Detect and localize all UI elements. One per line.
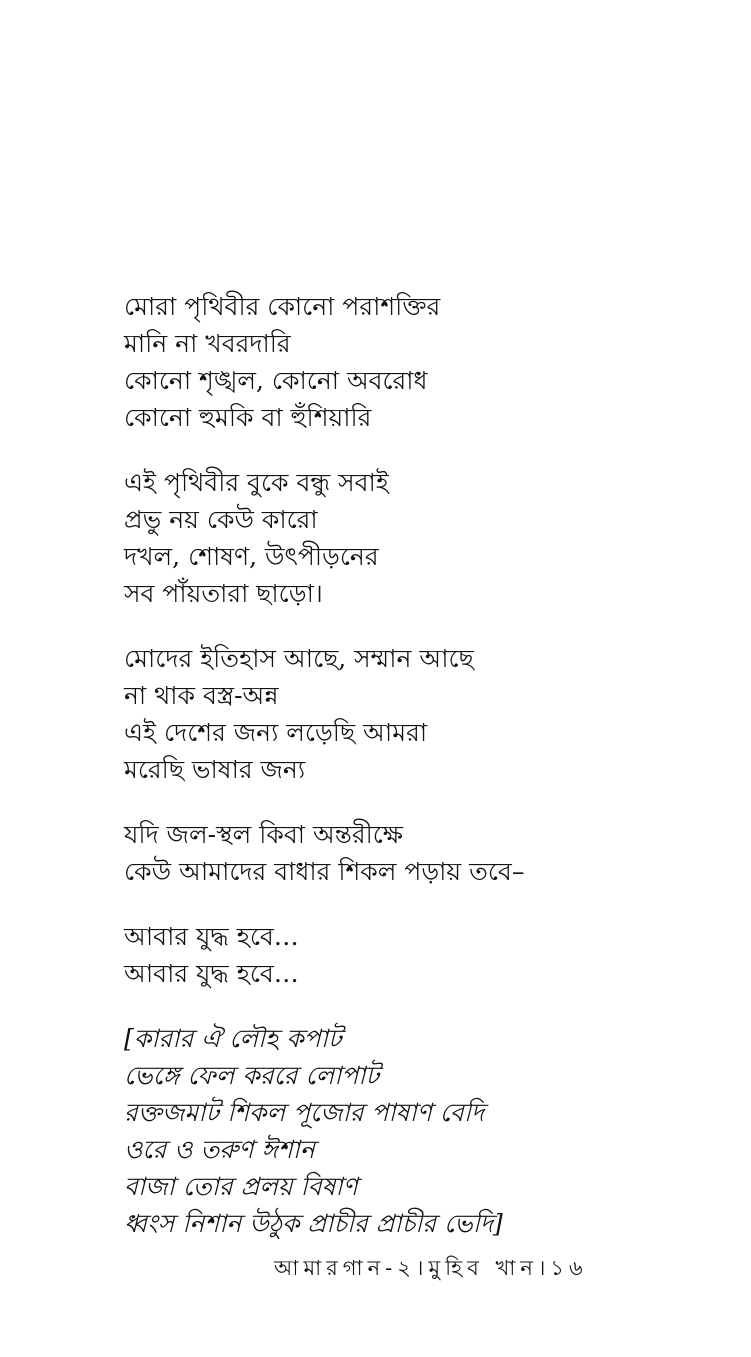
poem-line: মোরা পৃথিবীর কোনো পরাশক্তির <box>124 292 441 321</box>
poem-line: কোনো শৃঙ্খল, কোনো অবরোধ <box>124 366 428 395</box>
poem-line: কোনো হুমকি বা হুঁশিয়ারি <box>124 403 372 432</box>
page-footer: আমারগান-২।মুহিব খান।১৬ <box>274 1256 588 1280</box>
stanza-1 <box>124 288 724 436</box>
poem-line: কেউ আমাদের বাধার শিকল পড়ায় তবে– <box>124 857 525 886</box>
poem-line: আবার যুদ্ধ হবে… <box>124 959 299 988</box>
poem-line: যদি জল-স্থল কিবা অন্তরীক্ষে <box>124 820 404 849</box>
poem-line: বাজা তোর প্রলয় বিষাণ <box>124 1172 358 1201</box>
poem-line: [কারার ঐ লৌহ কপাট <box>124 1024 342 1053</box>
stanza-2 <box>124 464 724 612</box>
poem-line: না থাক বস্ত্র-অন্ন <box>124 681 279 710</box>
poem-line: আবার যুদ্ধ হবে… <box>124 922 299 951</box>
poem-line: ওরে ও তরুণ ঈশান <box>124 1135 315 1164</box>
poem-line: সব পাঁয়তারা ছাড়ো। <box>124 579 323 608</box>
poem-line: এই দেশের জন্য লড়েছি আমরা <box>124 718 428 747</box>
poem-line: মরেছি ভাষার জন্য <box>124 755 306 784</box>
poem-body <box>124 288 724 1270</box>
poem-line: মোদের ইতিহাস আছে, সম্মান আছে <box>124 644 474 673</box>
poem-line: মানি না খবরদারি <box>124 329 291 358</box>
poem-line: দখল, শোষণ, উৎপীড়নের <box>124 542 379 571</box>
poem-line: ধ্বংস নিশান উঠুক প্রাচীর প্রাচীর ভেদি] <box>124 1209 503 1238</box>
stanza-5 <box>124 918 724 992</box>
stanza-3 <box>124 640 724 788</box>
poem-line: ভেঙ্গে ফেল কররে লোপাট <box>124 1061 380 1090</box>
poem-line: প্রভু নয় কেউ কারো <box>124 505 318 534</box>
stanza-4 <box>124 816 724 890</box>
poem-line: রক্তজমাট শিকল পূজোর পাষাণ বেদি <box>124 1098 485 1127</box>
stanza-6-quoted <box>124 1020 724 1242</box>
poem-line: এই পৃথিবীর বুকে বন্ধু সবাই <box>124 468 389 497</box>
